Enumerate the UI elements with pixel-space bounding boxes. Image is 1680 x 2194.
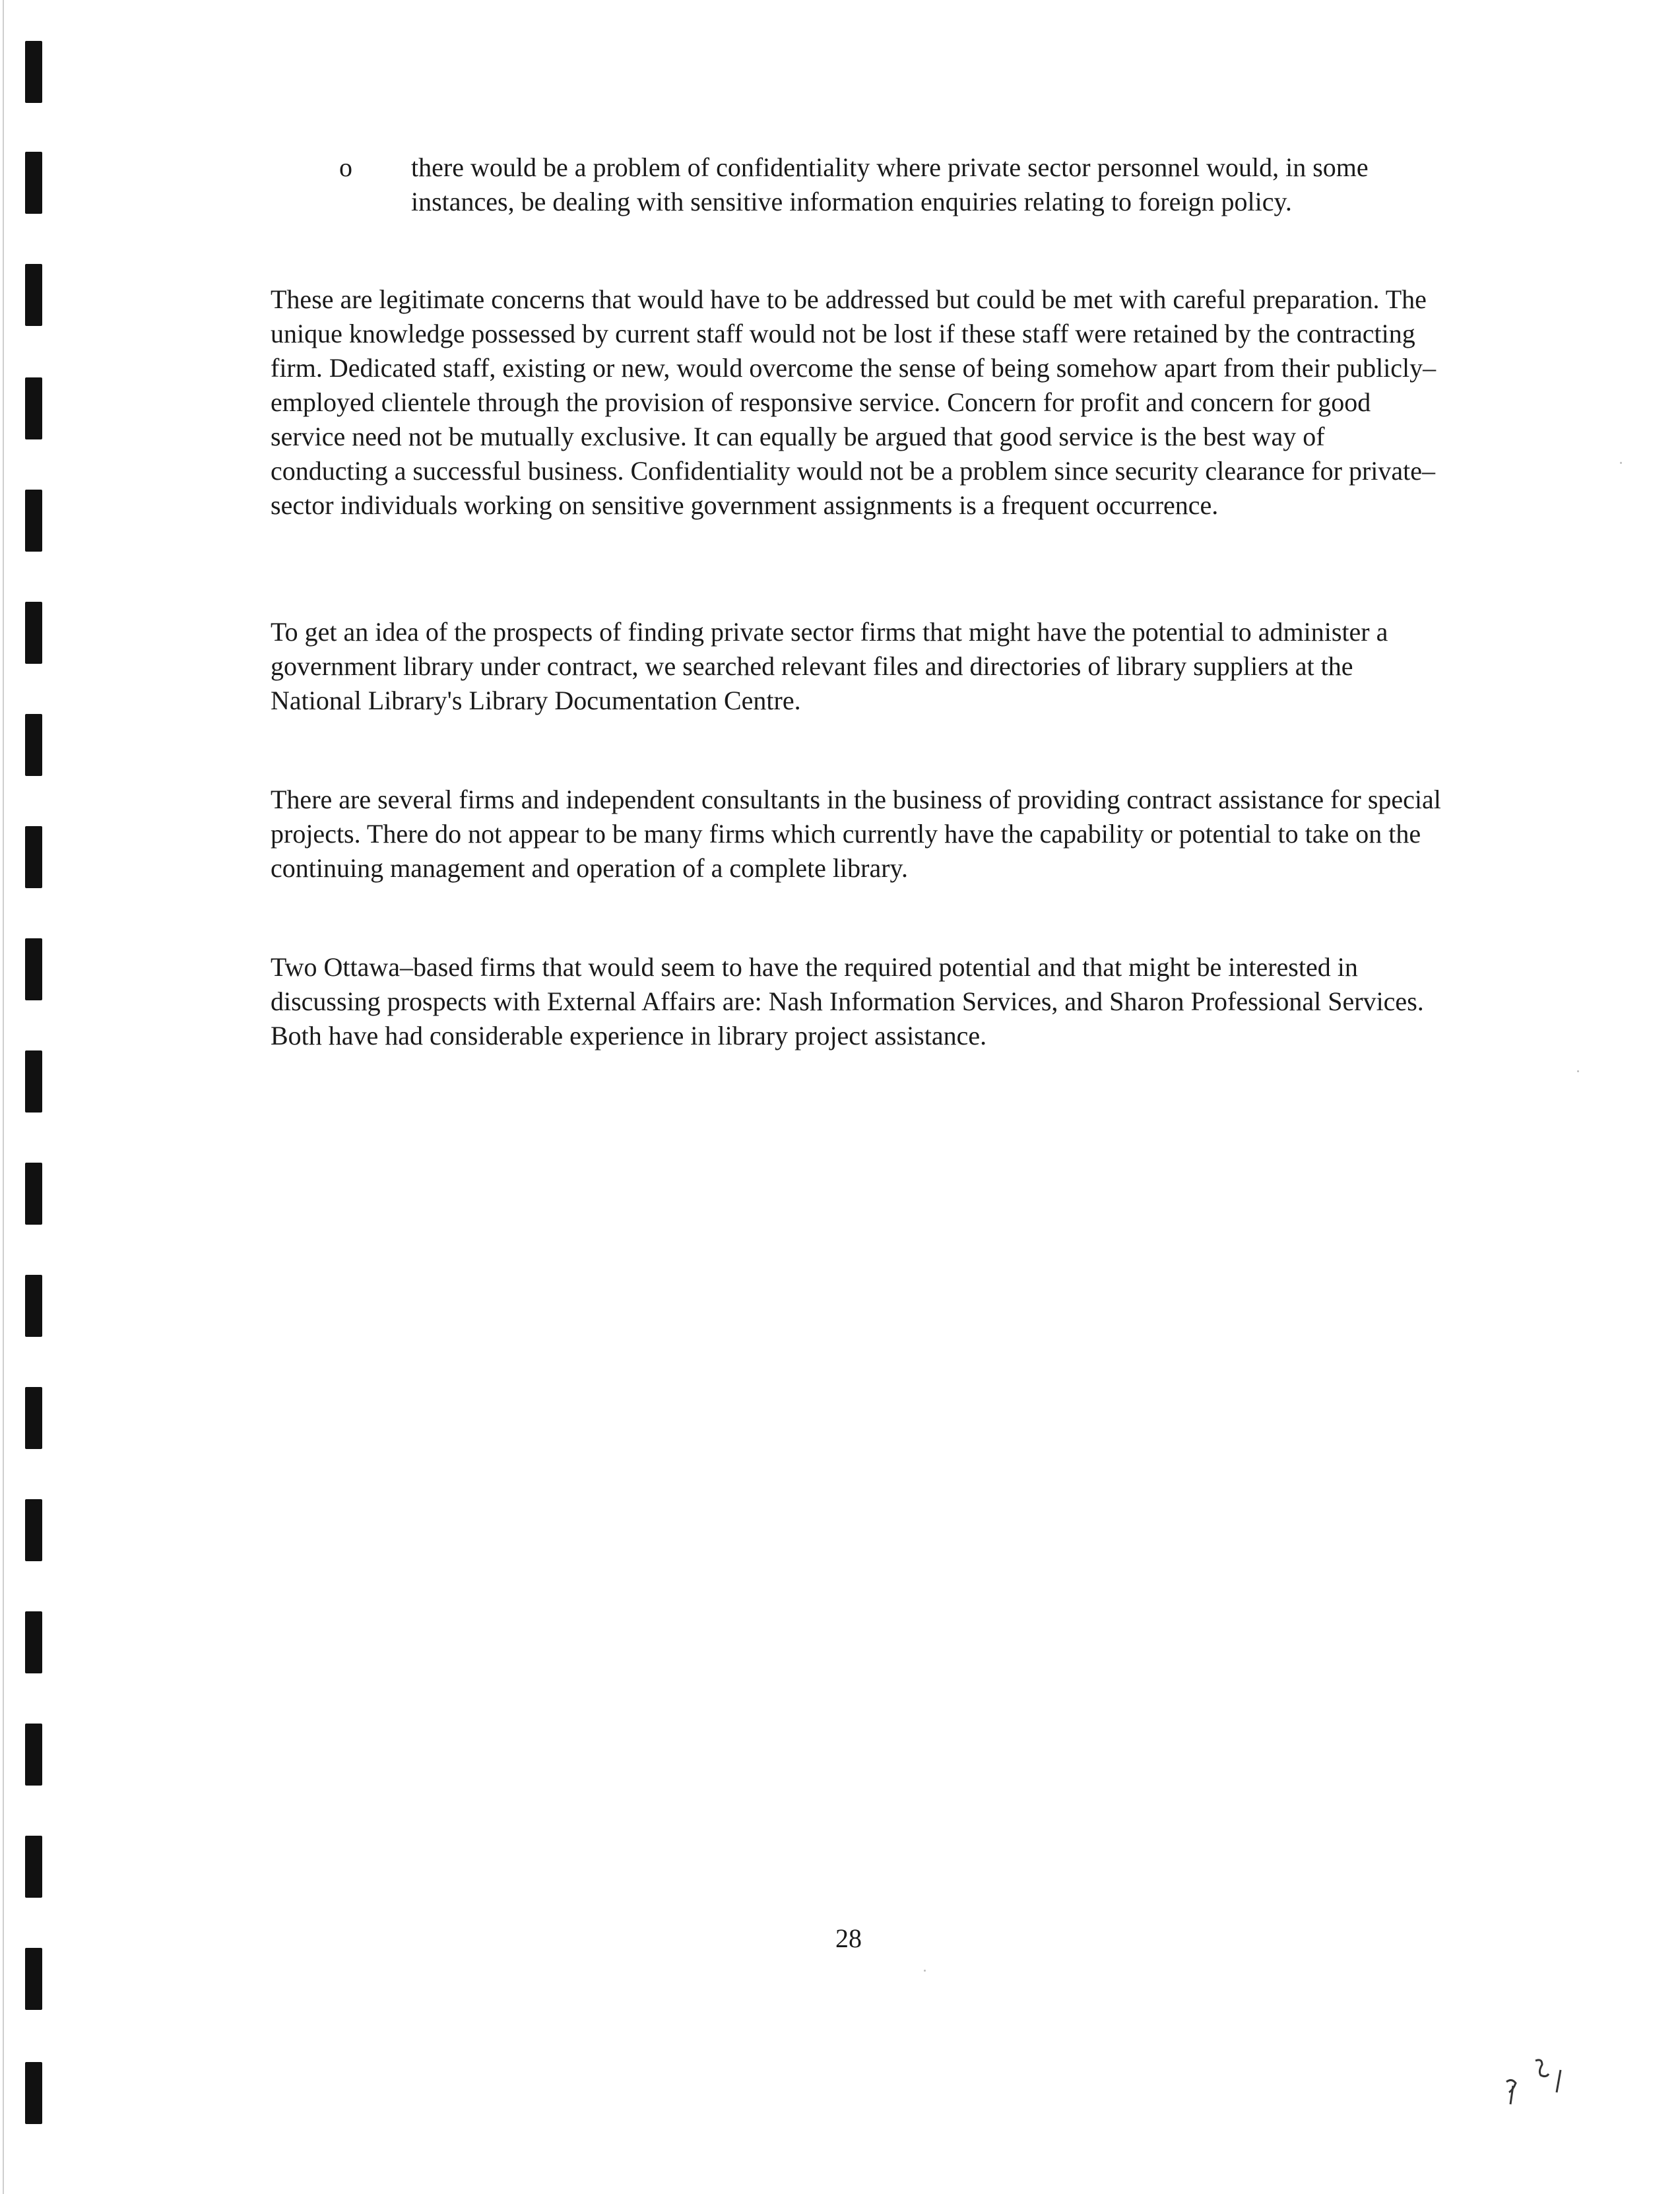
paragraph-text: There are several firms and independent consultants in the business of providing contract assistance for special projects. There do not appear to be many firms which currently have the capability or potential to take on the continuing management and operation of a complete library. [271, 785, 1441, 883]
paragraph-ottawa-firms [271, 950, 1445, 1053]
scan-speck [1577, 1070, 1579, 1072]
binding-mark [25, 1948, 42, 2010]
binding-mark [25, 1387, 42, 1449]
binding-mark [25, 938, 42, 1000]
binding-mark [25, 1836, 42, 1898]
binding-mark [25, 377, 42, 439]
binding-mark [25, 2062, 42, 2124]
bullet-text: there would be a problem of confidentiality where private sector personnel would, in some instances, be dealing with sensitive information enquiries relating to foreign policy. [411, 152, 1369, 216]
paragraph-concerns [271, 282, 1445, 523]
binding-mark [25, 1499, 42, 1561]
binding-mark [25, 602, 42, 664]
binding-mark [25, 1050, 42, 1113]
binding-mark [25, 826, 42, 888]
paragraph-text: These are legitimate concerns that would have to be addressed but could be met with careful preparation. The unique knowledge possessed by current staff would not be lost if these staff were retained by the contracting firm. Dedicated staff, existing or new, would overcome the sense of being somehow apart from their publicly–employed clientele through the provision of responsive service. Concern for profit and concern for good service need not be mutually exclusive. It can equally be argued that good service is the best way of conducting a successful business. Confidentiality would not be a problem since security clearance for private–sector individuals working on sensitive government assignments is a frequent occurrence. [271, 284, 1437, 520]
binding-mark [25, 1724, 42, 1786]
binding-mark [25, 264, 42, 326]
paragraph-text: To get an idea of the prospects of finding private sector firms that might have the potential to administer a government library under contract, we searched relevant files and directories of library suppliers at the National Library's Library Documentation Centre. [271, 617, 1388, 715]
binding-mark [25, 1611, 42, 1673]
binding-holes [0, 0, 53, 2194]
paragraph-prospects [271, 615, 1445, 718]
binding-mark [25, 490, 42, 552]
bullet-marker: o [339, 152, 352, 182]
binding-mark [25, 1163, 42, 1225]
paragraph-text: Two Ottawa–based firms that would seem to have the required potential and that might be interested in discussing prospects with External Affairs are: Nash Information Services, and Sharon Professional Services. Both have had considerable experience in library project assistance. [271, 952, 1424, 1050]
paragraph-firms [271, 783, 1445, 886]
scan-speck [924, 1970, 926, 1972]
binding-mark [25, 714, 42, 776]
scan-speck [1620, 462, 1622, 464]
binding-mark [25, 41, 42, 103]
handwritten-initials [1495, 2055, 1574, 2115]
binding-mark [25, 1275, 42, 1337]
page-number: 28 [835, 1923, 862, 1953]
binding-mark [25, 152, 42, 214]
